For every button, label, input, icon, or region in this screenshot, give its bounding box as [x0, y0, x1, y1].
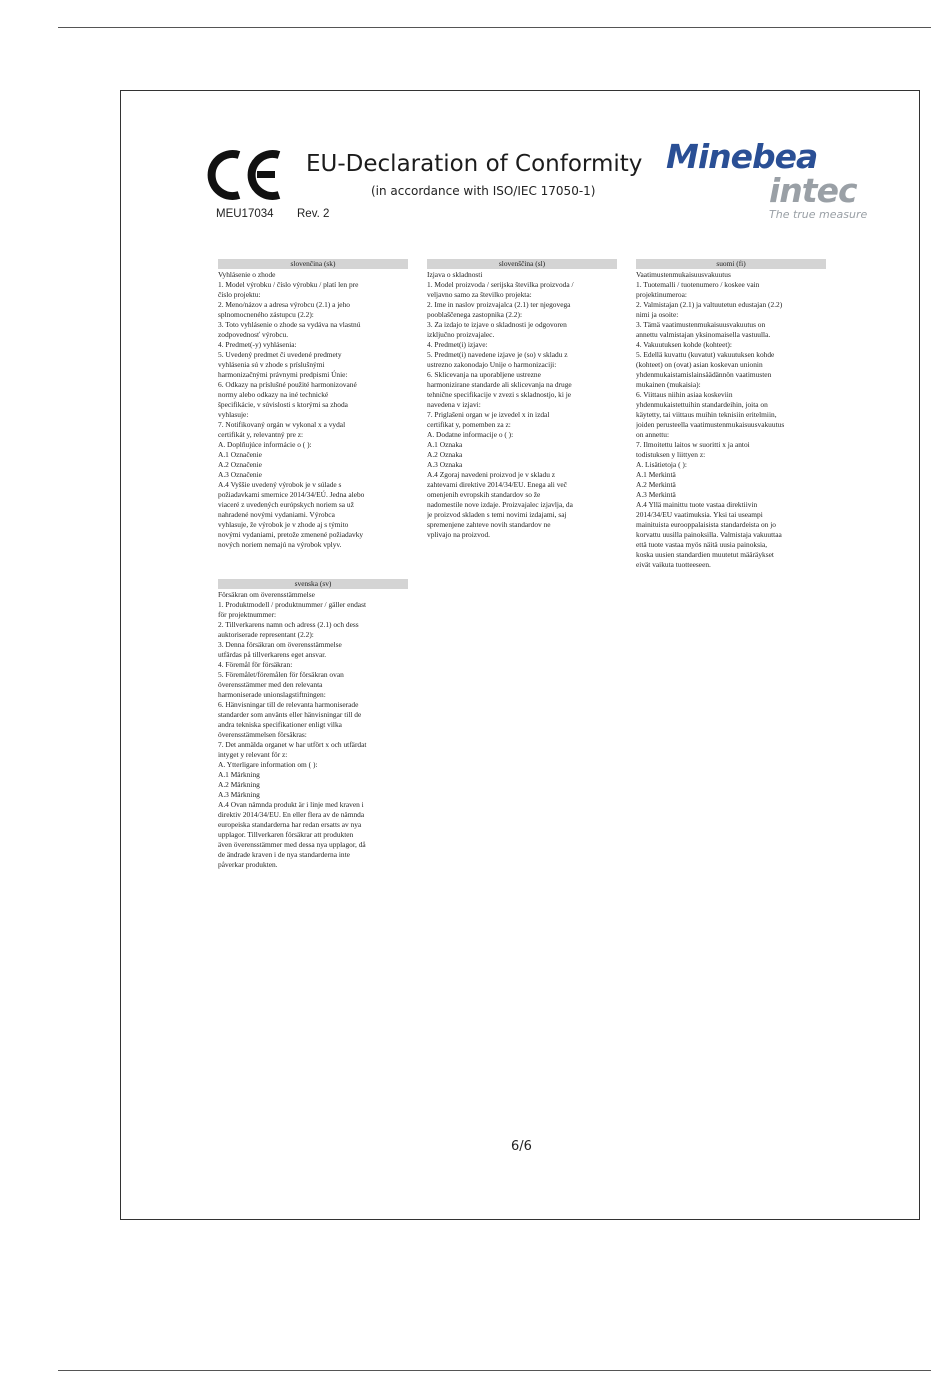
declaration-text-line: 6. Odkazy na príslušné použité harmonizované	[218, 380, 357, 389]
declaration-text-line: veljavno samo za številko projekta:	[427, 290, 532, 299]
declaration-text-line: 2. Ime in naslov proizvajalca (2.1) ter njegovega	[427, 300, 571, 309]
declaration-text-line: yhdenmukaistamislainsäädännön vaatimusten	[636, 370, 772, 379]
declaration-text-line: je proizvod skladen s temi novimi izdajami, saj	[427, 510, 567, 519]
declaration-text-line: harmonizirane standarde ali sklicevanja na druge	[427, 380, 572, 389]
declaration-text-line: nahradené novými vydaniami. Výrobca	[218, 510, 335, 519]
declaration-text-line: A.4 Vyššie uvedený výrobok je v súlade s	[218, 480, 342, 489]
declaration-text-line: A.3 Oznaka	[427, 460, 463, 469]
declaration-text-line: číslo projektu:	[218, 290, 261, 299]
declaration-text-line: A. Dodatne informacije o ( ):	[427, 430, 514, 439]
declaration-text-line: A.2 Označenie	[218, 460, 262, 469]
bottom-rule	[58, 1370, 931, 1371]
declaration-text-line: A.3 Märkning	[218, 790, 260, 799]
declaration-text-line: A.4 Zgoraj navedeni proizvod je v skladu z	[427, 470, 556, 479]
language-block-sk	[218, 259, 408, 550]
declaration-text-line: spremenjene zahteve novih standardov ne	[427, 520, 551, 529]
company-logo-primary: Minebea	[666, 137, 818, 176]
declaration-text-line: 3. Za izdajo te izjave o skladnosti je odgovoren	[427, 320, 567, 329]
declaration-text-line: andra tekniska specifikationer enligt vilka	[218, 720, 342, 729]
declaration-text-line: 6. Hänvisningar till de relevanta harmoniserade	[218, 700, 359, 709]
declaration-text-line: 3. Toto vyhlásenie o zhode sa vydáva na vlastnú	[218, 320, 361, 329]
declaration-text-line: A. Doplňujúce informácie o ( ):	[218, 440, 312, 449]
document-code: MEU17034	[216, 208, 274, 220]
declaration-text-line: todistuksen y liittyen z:	[636, 450, 706, 459]
declaration-text-line: 7. Ilmoitettu laitos w suoritti x ja antoi	[636, 440, 750, 449]
declaration-text-line: A.3 Označenie	[218, 470, 262, 479]
language-block-header: slovenčina (sk)	[218, 259, 408, 269]
declaration-text-line: 2. Valmistajan (2.1) ja valtuutetun edustajan (2.2)	[636, 300, 783, 309]
language-block-header: slovenščina (sl)	[427, 259, 617, 269]
declaration-text-line: zahtevami direktive 2014/34/EU. Enega ali več	[427, 480, 567, 489]
document-title: EU-Declaration of Conformity	[306, 151, 643, 177]
declaration-text-line: Försäkran om överensstämmelse	[218, 590, 315, 599]
declaration-text-line: certifikat y, pomemben za z:	[427, 420, 511, 429]
language-block-header: svenska (sv)	[218, 579, 408, 589]
declaration-text-line: A.2 Oznaka	[427, 450, 463, 459]
declaration-text-line: 5. Edellä kuvattu (kuvatut) vakuutuksen kohde	[636, 350, 775, 359]
declaration-text-line: on annettu:	[636, 430, 670, 439]
declaration-text-line: certifikát y, relevantný pre z:	[218, 430, 304, 439]
declaration-text-line: 7. Det anmälda organet w har utfört x och utfärdat	[218, 740, 367, 749]
declaration-text-line: även överensstämmer med dessa nya upplagor, då	[218, 840, 366, 849]
language-block-lines	[427, 270, 617, 540]
declaration-text-line: korvattu uusilla painoksilla. Valmistaja vakuuttaa	[636, 530, 782, 539]
declaration-text-line: 1. Model výrobku / číslo výrobku / platí len pre	[218, 280, 359, 289]
declaration-text-line: 5. Uvedený predmet či uvedené predmety	[218, 350, 342, 359]
declaration-text-line: de ändrade kraven i de nya standarderna inte	[218, 850, 350, 859]
declaration-text-line: 2. Tillverkarens namn och adress (2.1) och dess	[218, 620, 359, 629]
declaration-text-line: projektinumeroa:	[636, 290, 687, 299]
declaration-text-line: 1. Tuotemalli / tuotenumero / koskee vain	[636, 280, 760, 289]
declaration-text-line: navedena v izjavi:	[427, 400, 481, 409]
declaration-text-line: A.4 Yllä mainittu tuote vastaa direktiivin	[636, 500, 758, 509]
declaration-text-line: 3. Denna försäkran om överensstämmelse	[218, 640, 342, 649]
declaration-text-line: ustrezno zakonodajo Unije o harmonizaciji:	[427, 360, 557, 369]
declaration-text-line: 5. Föremålet/föremålen för försäkran ovan	[218, 670, 344, 679]
declaration-text-line: för projektnummer:	[218, 610, 277, 619]
declaration-text-line: auktoriserade representant (2.2):	[218, 630, 314, 639]
declaration-text-line: izključno proizvajalec.	[427, 330, 495, 339]
declaration-text-line: påverkar produkten.	[218, 860, 278, 869]
declaration-text-line: 7. Notifikovaný orgán w vykonal x a vydal	[218, 420, 346, 429]
declaration-text-line: 3. Tämä vaatimustenmukaisuusvakuutus on	[636, 320, 766, 329]
document-revision: Rev. 2	[297, 208, 330, 220]
declaration-text-line: että tuote vastaa myös näitä uusia painoksia,	[636, 540, 768, 549]
language-block-lines	[218, 590, 408, 870]
language-block-sv	[218, 579, 408, 870]
declaration-text-line: 2014/34/EU vaatimuksia. Yksi tai useampi	[636, 510, 763, 519]
declaration-text-line: intyget y relevant för z:	[218, 750, 288, 759]
declaration-text-line: 4. Vakuutuksen kohde (kohteet):	[636, 340, 732, 349]
declaration-text-line: 4. Predmet(-y) vyhlásenia:	[218, 340, 297, 349]
declaration-text-line: vyhlasuje, že výrobok je v zhode aj s týmito	[218, 520, 349, 529]
declaration-text-line: annettu valmistajan yksinomaisella vastuulla.	[636, 330, 771, 339]
declaration-text-line: vyhlásenia sú v zhode s príslušnými	[218, 360, 325, 369]
declaration-text-line: 6. Sklicevanja na uporabljene ustrezne	[427, 370, 541, 379]
declaration-text-line: A.3 Merkintä	[636, 490, 676, 499]
declaration-text-line: normy alebo odkazy na iné technické	[218, 390, 329, 399]
language-block-header: suomi (fi)	[636, 259, 826, 269]
declaration-text-line: 4. Föremål för försäkran:	[218, 660, 293, 669]
declaration-text-line: 7. Priglašeni organ w je izvedel x in izdal	[427, 410, 550, 419]
declaration-text-line: 1. Model proizvoda / serijska številka proizvoda /	[427, 280, 574, 289]
declaration-text-line: standarder som använts eller hänvisningar till de	[218, 710, 362, 719]
declaration-text-line: vplivajo na proizvod.	[427, 530, 491, 539]
company-logo-tagline: The true measure	[769, 208, 868, 221]
declaration-text-line: käytetty, tai viittaus muihin teknisiin eritelmiin,	[636, 410, 777, 419]
declaration-text-line: vyhlasuje:	[218, 410, 249, 419]
declaration-text-line: A.1 Označenie	[218, 450, 262, 459]
declaration-text-line: A.1 Merkintä	[636, 470, 676, 479]
declaration-text-line: överensstämmer med den relevanta	[218, 680, 323, 689]
language-block-lines	[218, 270, 408, 550]
declaration-text-line: koska uusien standardien muutetut määräykset	[636, 550, 774, 559]
declaration-text-line: nadomestile nove izdaje. Proizvajalec izjavlja, da	[427, 500, 573, 509]
declaration-text-line: A. Lisätietoja ( ):	[636, 460, 687, 469]
declaration-text-line: harmoniserade unionslagstiftningen:	[218, 690, 326, 699]
declaration-text-line: 4. Predmet(i) izjave:	[427, 340, 488, 349]
declaration-text-line: Izjava o skladnosti	[427, 270, 483, 279]
declaration-text-line: nimi ja osoite:	[636, 310, 679, 319]
declaration-text-line: A.2 Märkning	[218, 780, 260, 789]
page-number: 6/6	[511, 1139, 532, 1154]
company-logo-secondary: intec	[769, 171, 857, 210]
declaration-text-line: Vyhlásenie o zhode	[218, 270, 276, 279]
declaration-text-line: A.1 Märkning	[218, 770, 260, 779]
declaration-text-line: 6. Viittaus niihin asiaa koskeviin	[636, 390, 733, 399]
declaration-text-line: splnomocneného zástupcu (2.2):	[218, 310, 314, 319]
declaration-text-line: pooblaščenega zastopnika (2.2):	[427, 310, 523, 319]
declaration-text-line: omenjenih evropskih standardov so že	[427, 490, 541, 499]
declaration-text-line: A.4 Ovan nämnda produkt är i linje med kraven i	[218, 800, 364, 809]
declaration-text-line: yhdenmukaistettuihin standardeihin, joita on	[636, 400, 768, 409]
declaration-text-line: tehnične specifikacije v zvezi s skladnostjo, ki je	[427, 390, 572, 399]
top-rule	[58, 27, 931, 28]
declaration-text-line: 1. Produktmodell / produktnummer / gäller endast	[218, 600, 366, 609]
language-block-sl	[427, 259, 617, 540]
declaration-text-line: mukainen (mukaisia):	[636, 380, 701, 389]
declaration-text-line: Vaatimustenmukaisuusvakuutus	[636, 270, 731, 279]
declaration-text-line: utfärdas på tillverkarens eget ansvar.	[218, 650, 327, 659]
declaration-text-line: direktiv 2014/34/EU. En eller flera av de nämnda	[218, 810, 365, 819]
declaration-text-line: överensstämmelsen försäkras:	[218, 730, 307, 739]
declaration-text-line: A.1 Oznaka	[427, 440, 463, 449]
declaration-text-line: 5. Predmet(i) navedene izjave je (so) v skladu z	[427, 350, 568, 359]
declaration-text-line: špecifikácie, v súvislosti s ktorými sa zhoda	[218, 400, 348, 409]
declaration-text-line: harmonizačnými právnymi predpismi Únie:	[218, 370, 348, 379]
language-block-fi	[636, 259, 826, 570]
declaration-text-line: (kohteet) on (ovat) asian koskevan unionin	[636, 360, 763, 369]
declaration-text-line: A. Ytterligare information om ( ):	[218, 760, 318, 769]
declaration-text-line: viaceré z uvedených európskych noriem sa už	[218, 500, 354, 509]
declaration-text-line: 2. Meno/názov a adresa výrobcu (2.1) a jeho	[218, 300, 350, 309]
declaration-text-line: novými vydaniami, pretože zmenené požiadavky	[218, 530, 364, 539]
declaration-text-line: zodpovednosť výrobcu.	[218, 330, 289, 339]
declaration-text-line: požiadavkami smernice 2014/34/EÚ. Jedna alebo	[218, 490, 365, 499]
document-subtitle: (in accordance with ISO/IEC 17050-1)	[371, 184, 596, 198]
declaration-text-line: nových noriem nemajú na výrobok vplyv.	[218, 540, 342, 549]
declaration-text-line: upplagor. Tillverkaren försäkrar att produkten	[218, 830, 354, 839]
declaration-text-line: joiden perusteella vaatimustenmukaisuusvakuutus	[636, 420, 785, 429]
declaration-text-line: europeiska standarderna har redan ersatts av nya	[218, 820, 362, 829]
declaration-text-line: eivät vaikuta tuotteeseen.	[636, 560, 711, 569]
ce-mark-icon	[205, 146, 285, 204]
declaration-text-line: A.2 Merkintä	[636, 480, 676, 489]
declaration-text-line: mainituista eurooppalaisista standardeista on jo	[636, 520, 776, 529]
language-block-lines	[636, 270, 826, 570]
declaration-page-frame	[120, 90, 920, 1220]
